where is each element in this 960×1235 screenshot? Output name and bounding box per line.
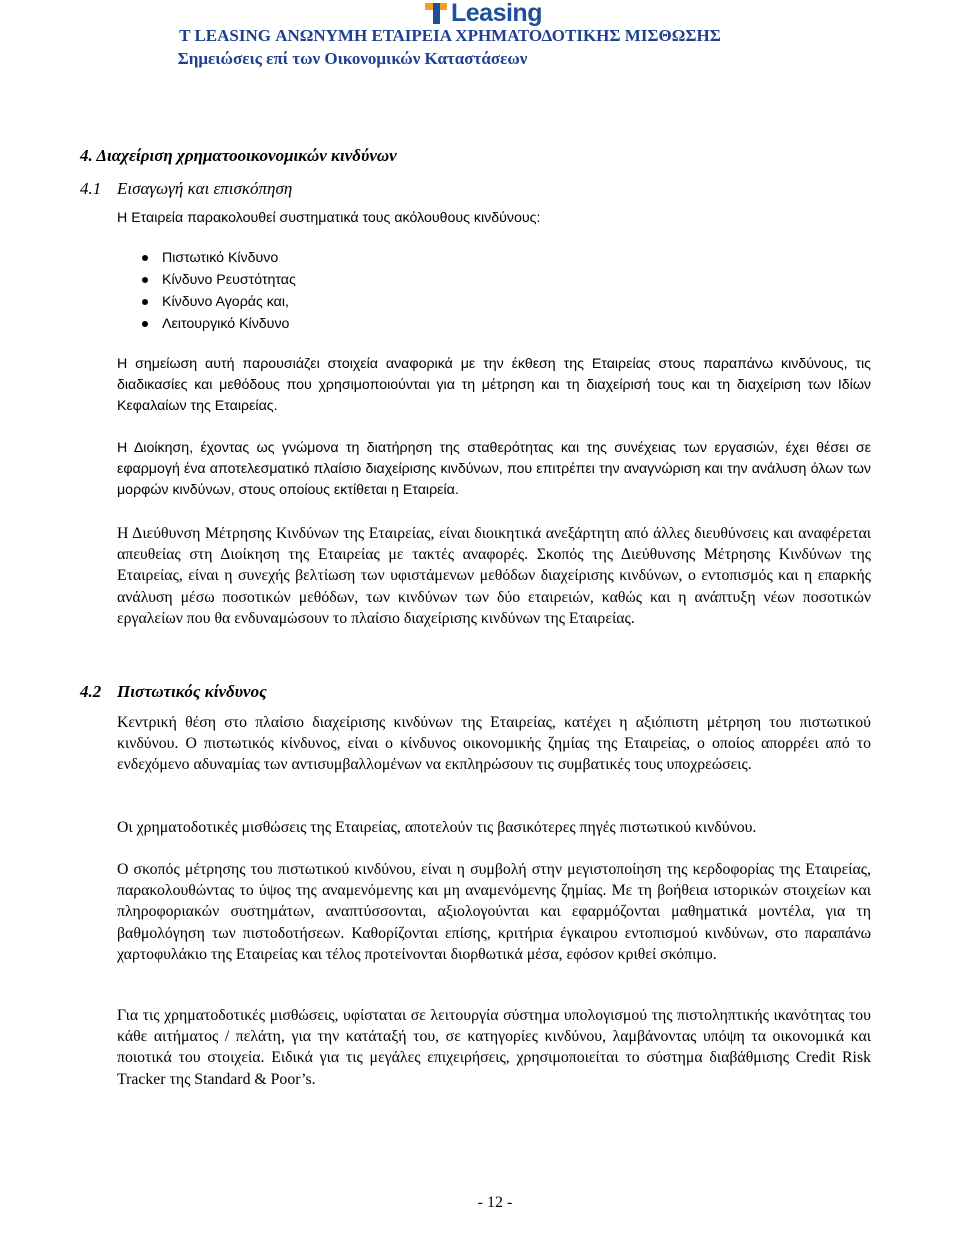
intro-paragraph: Η Εταιρεία παρακολουθεί συστηματικά τους ακόλουθους κινδύνους: <box>117 210 541 226</box>
list-item: Λειτουργικό Κίνδυνο <box>162 313 296 335</box>
subsection-heading-4-2 <box>80 682 267 702</box>
subsection-heading-4-1 <box>80 179 292 199</box>
page-number: - 12 - <box>477 1194 513 1211</box>
paragraph: Για τις χρηματοδοτικές μισθώσεις, υφίσταται σε λειτουργία σύστημα υπολογισμού της πιστοληπτικής ικανότητας του κάθε αιτήματος / πελάτη, για την κατάταξή του, σε κατηγορίες κινδύνου, λαμβάνοντας υπόψη τα οικονομικά και ποιοτικά του στοιχεία. Ειδικά για τις μεγάλες επιχειρήσεις, χρησιμοποιείται το σύστημα διαβάθμισης Credit Risk Tracker της Standard & Poor’s. <box>117 1007 871 1088</box>
subsection-number: 4.1 <box>80 179 102 198</box>
section-title: 4. Διαχείριση χρηματοοικονομικών κινδύνων <box>80 146 397 165</box>
company-name: T LEASING ΑΝΩΝΥΜΗ ΕΤΑΙΡΕΙΑ ΧΡΗΜΑΤΟΔΟΤΙΚΗΣ ΜΙΣΘΩΣΗΣ <box>179 26 721 45</box>
company-logo <box>425 0 542 26</box>
logo-text: Leasing <box>451 0 542 27</box>
list-item: Κίνδυνο Αγοράς και, <box>162 291 296 313</box>
paragraph: Η Διοίκηση, έχοντας ως γνώμονα τη διατήρηση της σταθερότητας και της συνέχειας των εργασιών, έχει θέσει σε εφαρμογή ένα αποτελεσματικό πλαίσιο διαχείρισης κινδύνων, που επιτρέπει την αναγνώριση και την ανάλυση όλων των μορφών κινδύνων, στους οποίους εκτίθεται η Εταιρεία. <box>117 440 871 498</box>
list-item: Κίνδυνο Ρευστότητας <box>162 269 296 291</box>
paragraph: Κεντρική θέση στο πλαίσιο διαχείρισης κινδύνων της Εταιρείας, κατέχει η αξιόπιστη μέτρηση του πιστωτικού κινδύνου. Ο πιστωτικός κίνδυνος, είναι ο κίνδυνος οικονομικής ζημίας της Εταιρείας, ο οποίος απορρέει από το ενδεχόμενο αδυναμίας των αντισυμβαλλομένων να εκπληρώσουν τις συμβατικές τους υποχρεώσεις. <box>117 714 871 774</box>
paragraph: Οι χρηματοδοτικές μισθώσεις της Εταιρείας, αποτελούν τις βασικότερες πηγές πιστωτικού κινδύνου. <box>117 819 757 836</box>
paragraph: Η σημείωση αυτή παρουσιάζει στοιχεία αναφορικά με την έκθεση της Εταιρείας στους παραπάνω κινδύνους, τις διαδικασίες και μεθόδους που χρησιμοποιούνται για τη μέτρηση και τη διαχείρισή τους και τη διαχείριση των Ιδίων Κεφαλαίων της Εταιρείας. <box>117 356 871 414</box>
t-logo-icon <box>425 2 447 24</box>
document-subtitle: Σημειώσεις επί των Οικονομικών Καταστάσεων <box>177 49 528 68</box>
paragraph: Ο σκοπός μέτρησης του πιστωτικού κινδύνου, είναι η συμβολή στην μεγιστοποίηση της κερδοφορίας της Εταιρείας, παρακολουθώντας το ύψος της αναμενόμενης και μη αναμενόμενης ζημίας. Με τη βοήθεια ιστορικών στοιχείων και πληροφοριακών συστημάτων, αναπτύσσονται, αξιολογούνται και εφαρμόζονται μαθηματικά μοντέλα, για τη βαθμολόγηση των πιστοδοτήσεων. Καθορίζονται επίσης, κριτήρια έγκαιρου εντοπισμού κινδύνων, στο παραπάνω χαρτοφυλάκιο της Εταιρείας και τέλος προτείνονται διορθωτικά μέσα, εφόσον κριθεί σκόπιμο. <box>117 861 871 963</box>
subsection-number: 4.2 <box>80 682 102 701</box>
risk-list <box>162 247 296 335</box>
list-item: Πιστωτικό Κίνδυνο <box>162 247 296 269</box>
subsection-title: Εισαγωγή και επισκόπηση <box>117 179 293 198</box>
paragraph: Η Διεύθυνση Μέτρησης Κινδύνων της Εταιρείας, είναι διοικητικά ανεξάρτητη από άλλες διευθύνσεις και αναφέρεται απευθείας στη Διοίκηση της Εταιρείας με τακτές αναφορές. Σκοπός της Διεύθυνσης Μέτρησης Κινδύνων της Εταιρείας, είναι η συνεχής βελτίωση των υφιστάμενων μεθόδων διαχείρισης κινδύνων, ο εντοπισμός και η επαρκής ανάλυση μέσω ποσοτικών μεθόδων, των κινδύνων των δύο εταιρειών, καθώς και η ανάπτυξη νέων ποσοτικών εργαλείων που θα ενδυναμώσουν το πλαίσιο διαχείρισης κινδύνων της Εταιρείας. <box>117 525 871 627</box>
subsection-title: Πιστωτικός κίνδυνος <box>117 682 267 701</box>
